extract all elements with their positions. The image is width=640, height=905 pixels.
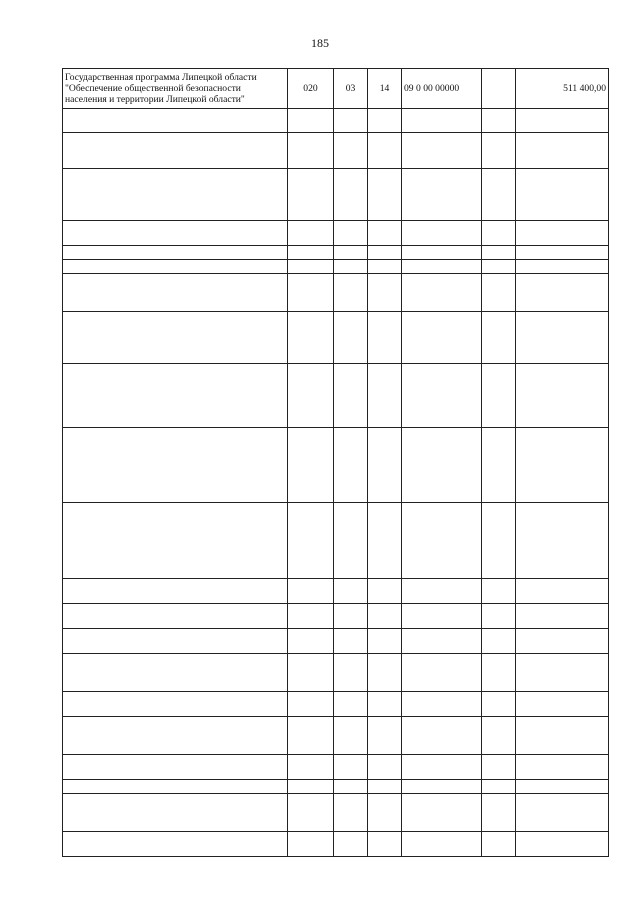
- row-sum: [516, 221, 609, 246]
- row-code: [288, 364, 334, 428]
- row-expense-type: [482, 169, 516, 221]
- row-expense-type: [482, 274, 516, 312]
- row-expense-type: [482, 133, 516, 169]
- row-subsection: [368, 133, 402, 169]
- row-section: [334, 832, 368, 857]
- row-expense-type: [482, 692, 516, 717]
- row-section: [334, 755, 368, 780]
- row-subsection: [368, 755, 402, 780]
- row-target: [402, 654, 482, 692]
- row-expense-type: [482, 312, 516, 364]
- row-code: [288, 169, 334, 221]
- row-expense-type: [482, 503, 516, 579]
- row-expense-type: [482, 629, 516, 654]
- row-code: [288, 246, 334, 260]
- row-name: [63, 579, 288, 604]
- row-expense-type: [482, 579, 516, 604]
- row-sum: [516, 109, 609, 133]
- row-target: [402, 312, 482, 364]
- row-code: [288, 755, 334, 780]
- row-target: [402, 274, 482, 312]
- row-sum: [516, 832, 609, 857]
- table-row: [63, 109, 609, 133]
- row-subsection: [368, 246, 402, 260]
- table-row: [63, 503, 609, 579]
- row-subsection: [368, 654, 402, 692]
- row-name: [63, 755, 288, 780]
- table-row: [63, 221, 609, 246]
- table-row: [63, 169, 609, 221]
- row-expense-type: [482, 221, 516, 246]
- row-name: [63, 260, 288, 274]
- table-row: [63, 832, 609, 857]
- row-name: [63, 312, 288, 364]
- row-sum: [516, 133, 609, 169]
- row-subsection: [368, 780, 402, 794]
- row-target: [402, 692, 482, 717]
- table-row: [63, 629, 609, 654]
- row-section: [334, 169, 368, 221]
- row-sum: [516, 364, 609, 428]
- table-row: [63, 654, 609, 692]
- row-section: [334, 579, 368, 604]
- row-target: [402, 794, 482, 832]
- table-row: [63, 364, 609, 428]
- row-expense-type: [482, 246, 516, 260]
- row-section: [334, 109, 368, 133]
- row-name: [63, 221, 288, 246]
- row-name: [63, 428, 288, 503]
- row-expense-type: [482, 109, 516, 133]
- row-code: [288, 503, 334, 579]
- row-section: [334, 133, 368, 169]
- row-code: [288, 780, 334, 794]
- row-expense-type: [482, 260, 516, 274]
- row-subsection: [368, 717, 402, 755]
- row-name: [63, 780, 288, 794]
- row-name: [63, 274, 288, 312]
- table-row: [63, 260, 609, 274]
- row-target: [402, 169, 482, 221]
- row-expense-type: [482, 654, 516, 692]
- row-name: [63, 133, 288, 169]
- row-code: [288, 428, 334, 503]
- row-sum: [516, 629, 609, 654]
- table-row: [63, 717, 609, 755]
- row-subsection: [368, 364, 402, 428]
- row-section: [334, 246, 368, 260]
- row-expense-type: [482, 69, 516, 109]
- row-code: [288, 312, 334, 364]
- row-expense-type: [482, 717, 516, 755]
- row-section: [334, 274, 368, 312]
- table-row: [63, 579, 609, 604]
- table-row: [63, 780, 609, 794]
- row-target: [402, 604, 482, 629]
- row-expense-type: [482, 794, 516, 832]
- row-target: [402, 629, 482, 654]
- row-name: [63, 794, 288, 832]
- row-section: [334, 312, 368, 364]
- table-row: [63, 69, 609, 109]
- table-row: [63, 755, 609, 780]
- row-code: [288, 832, 334, 857]
- row-code: [288, 629, 334, 654]
- row-sum: [516, 692, 609, 717]
- row-sum: [516, 717, 609, 755]
- row-code: [288, 260, 334, 274]
- row-sum: [516, 503, 609, 579]
- table-row: [63, 604, 609, 629]
- row-code: [288, 654, 334, 692]
- table-row: [63, 428, 609, 503]
- row-expense-type: [482, 755, 516, 780]
- row-expense-type: [482, 604, 516, 629]
- row-sum: [516, 780, 609, 794]
- row-code: [288, 133, 334, 169]
- row-section: [334, 503, 368, 579]
- row-name: [63, 832, 288, 857]
- row-subsection: [368, 579, 402, 604]
- row-target: [402, 780, 482, 794]
- row-subsection: [368, 604, 402, 629]
- row-sum: [516, 312, 609, 364]
- row-target: [402, 579, 482, 604]
- table-row: [63, 692, 609, 717]
- row-expense-type: [482, 428, 516, 503]
- table-row: [63, 794, 609, 832]
- row-name: [63, 246, 288, 260]
- row-sum: [516, 755, 609, 780]
- row-code: [288, 221, 334, 246]
- row-target: [402, 133, 482, 169]
- row-code: [288, 717, 334, 755]
- row-target: [402, 364, 482, 428]
- row-subsection: [368, 221, 402, 246]
- row-code: [288, 579, 334, 604]
- budget-table: [62, 68, 609, 857]
- row-expense-type: [482, 832, 516, 857]
- row-sum: [516, 169, 609, 221]
- row-sum: [516, 794, 609, 832]
- row-section: [334, 692, 368, 717]
- row-section: [334, 654, 368, 692]
- row-section: 03: [334, 69, 368, 109]
- row-code: [288, 604, 334, 629]
- table-row: [63, 312, 609, 364]
- row-subsection: 14: [368, 69, 402, 109]
- row-section: [334, 794, 368, 832]
- row-subsection: [368, 109, 402, 133]
- row-code: [288, 692, 334, 717]
- row-section: [334, 428, 368, 503]
- row-section: [334, 364, 368, 428]
- row-subsection: [368, 260, 402, 274]
- table-row: [63, 246, 609, 260]
- page-number: 185: [311, 36, 329, 50]
- table-row: [63, 133, 609, 169]
- row-target: [402, 717, 482, 755]
- row-sum: [516, 274, 609, 312]
- row-code: [288, 274, 334, 312]
- row-target: 09 0 00 00000: [402, 69, 482, 109]
- row-name: [63, 109, 288, 133]
- row-sum: [516, 604, 609, 629]
- row-expense-type: [482, 780, 516, 794]
- row-code: [288, 109, 334, 133]
- row-subsection: [368, 274, 402, 312]
- row-sum: [516, 579, 609, 604]
- row-name: [63, 364, 288, 428]
- row-sum: [516, 260, 609, 274]
- row-expense-type: [482, 364, 516, 428]
- row-section: [334, 629, 368, 654]
- row-target: [402, 428, 482, 503]
- row-section: [334, 221, 368, 246]
- row-subsection: [368, 428, 402, 503]
- row-section: [334, 260, 368, 274]
- row-name: [63, 692, 288, 717]
- row-target: [402, 109, 482, 133]
- row-name: [63, 503, 288, 579]
- row-name: [63, 169, 288, 221]
- row-subsection: [368, 794, 402, 832]
- row-subsection: [368, 169, 402, 221]
- row-sum: 511 400,00: [516, 69, 609, 109]
- row-name: Государственная программа Липецкой области "Обеспечение общественной безопасности населения и территории Липецкой области": [63, 69, 288, 109]
- row-target: [402, 503, 482, 579]
- row-name: [63, 654, 288, 692]
- row-section: [334, 717, 368, 755]
- row-name: [63, 629, 288, 654]
- row-name: [63, 604, 288, 629]
- row-target: [402, 755, 482, 780]
- row-sum: [516, 246, 609, 260]
- row-sum: [516, 428, 609, 503]
- row-section: [334, 780, 368, 794]
- row-code: [288, 794, 334, 832]
- row-subsection: [368, 312, 402, 364]
- row-subsection: [368, 692, 402, 717]
- row-subsection: [368, 503, 402, 579]
- row-target: [402, 260, 482, 274]
- row-code: 020: [288, 69, 334, 109]
- table-row: [63, 274, 609, 312]
- row-subsection: [368, 629, 402, 654]
- row-target: [402, 832, 482, 857]
- row-subsection: [368, 832, 402, 857]
- row-target: [402, 221, 482, 246]
- row-section: [334, 604, 368, 629]
- row-target: [402, 246, 482, 260]
- row-name: [63, 717, 288, 755]
- row-sum: [516, 654, 609, 692]
